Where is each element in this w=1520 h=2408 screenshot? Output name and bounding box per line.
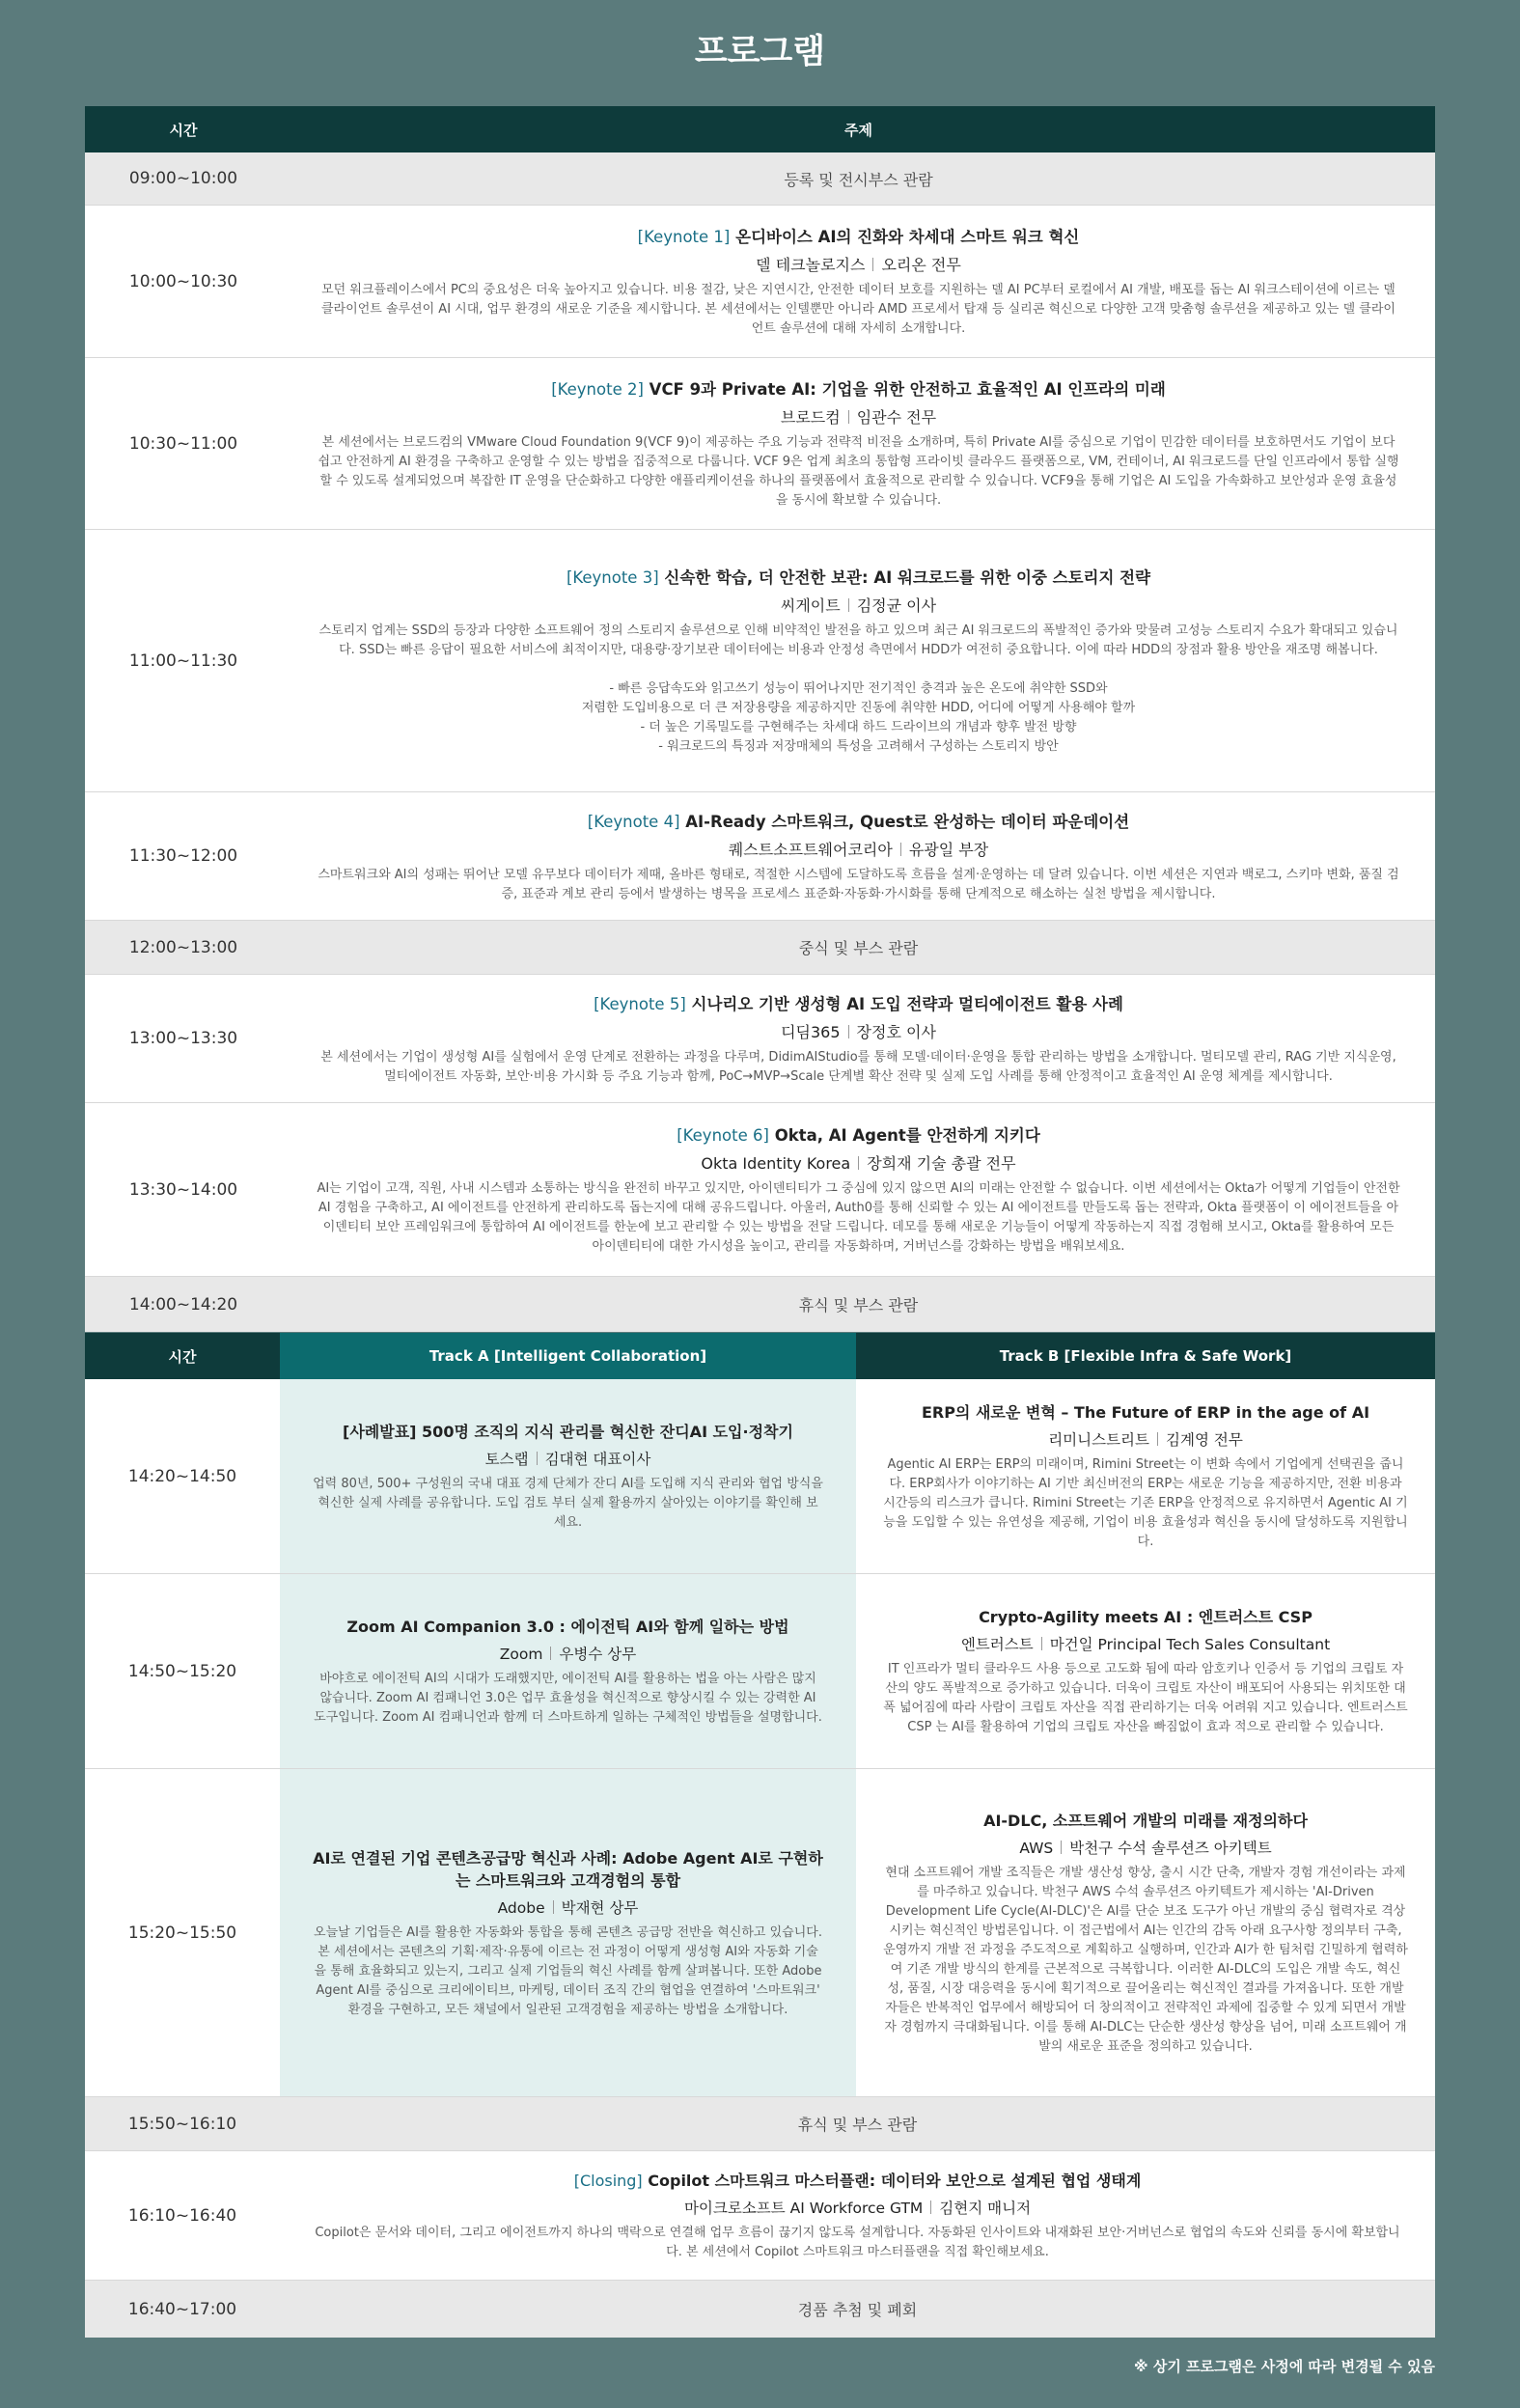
session-description: 스토리지 업계는 SSD의 등장과 다양한 소프트웨어 정의 스토리지 솔루션으로 인해 비약적인 발전을 하고 있으며 최근 AI 워크로드의 폭발적인 증가와 맞물려 고성능 스토리지 수요가 확대되고 있습니다. SSD는 빠른 응답이 필요한 서비스에 최적이지만, 대용량·장기보관 데이터에는 비용과 안정성 측면에서 HDD가 여전히 중요합니다. 이에 따라 HDD의 장점과 활용 방안을 재조명 해봅니다.: [318, 623, 1398, 657]
session-description: 본 세션에서는 브로드컴의 VMware Cloud Foundation 9(VCF 9)이 제공하는 주요 기능과 전략적 비전을 소개하며, 특히 Private AI를 중심으로 기업이 민감한 데이터를 보호하면서도 기업이 보다 쉽고 안전하게 AI 환경을 구축하고 운영할 수 있는 방법을 집중적으로 다룹니다. VCF 9은 업계 최초의 통합형 프라이빗 클라우드 플랫폼으로, VM, 컨테이너, AI 워크로드를 단일 인프라에서 통합 실행할 수 있도록 설계되었으며 복잡한 IT 운영을 단순화하고 다양한 애플리케이션을 하나의 플랫폼에서 효율적으로 관리할 수 있습니다. VCF9을 통해 기업은 AI 도입을 가속화하고 보안성과 운영 효율성을 동시에 확보할 수 있습니다.: [318, 435, 1399, 508]
session-title: Zoom AI Companion 3.0 : 에이전틱 AI와 함께 일하는 방법: [346, 1618, 789, 1636]
table-header: [85, 106, 1435, 152]
session-title: Crypto-Agility meets AI : 엔트러스트 CSP: [979, 1608, 1313, 1626]
session-content: [280, 2151, 1435, 2280]
table-header: [85, 1333, 1435, 1379]
session-title: [Keynote 1] 온디바이스 AI의 진화와 차세대 스마트 워크 혁신: [637, 228, 1080, 246]
session-time: 16:40~17:00: [127, 2299, 237, 2319]
session-text: 휴식 및 부스 관람: [798, 1296, 919, 1315]
schedule-row: [85, 2281, 1435, 2338]
session-speaker: 퀘스트소프트웨어코리아 유광일 부장: [728, 840, 989, 859]
session-text: 경품 추첨 및 폐회: [797, 2301, 918, 2319]
session-time: 15:20~15:50: [127, 1923, 237, 1943]
session-description: 스마트워크와 AI의 성패는 뛰어난 모델 유무보다 데이터가 제때, 올바른 형태로, 적절한 시스템에 도달하도록 흐름을 설계·운영하는 데 달려 있습니다. 이번 세션은 지연과 백로그, 스키마 변화, 품질 검증, 표준과 계보 관리 등에서 발생하는 병목을 프로세스 표준화·자동화·가시화를 통해 단계적으로 해소하는 실천 방법을 제시합니다.: [318, 867, 1399, 901]
session-tag: [Keynote 5]: [594, 994, 686, 1013]
track-a-session: [280, 1379, 856, 1573]
session-speaker: 리미니스트리트 김계영 전무: [1048, 1431, 1243, 1449]
session-description: 본 세션에서는 기업이 생성형 AI를 실험에서 운영 단계로 전환하는 과정을 다루며, DidimAIStudio를 통해 모델·데이터·운영을 통합 관리하는 방법을 소개합니다. 멀티모델 관리, RAG 기반 지식운영, 멀티에이전트 자동화, 보안·비용 가시화 등 주요 기능과 함께, PoC→MVP→Scale 단계별 확산 전략 및 실제 도입 사례를 통해 안정적이고 효율적인 AI 운영 체계를 제시합니다.: [320, 1049, 1396, 1084]
track-row: [85, 1574, 1435, 1769]
schedule-row: [85, 206, 1435, 358]
schedule-row: [85, 1277, 1435, 1332]
session-speaker: 브로드컴 임관수 전무: [780, 408, 937, 427]
session-speaker: 토스랩 김대현 대표이사: [484, 1451, 651, 1468]
session-tag: [Keynote 6]: [677, 1126, 769, 1145]
session-title: [Keynote 3] 신속한 학습, 더 안전한 보관: AI 워크로드를 위한 이중 스토리지 전략: [566, 568, 1151, 587]
program-table-tracks: [85, 1333, 1435, 2338]
session-time: 16:10~16:40: [127, 2205, 237, 2226]
session-time: 13:00~13:30: [128, 1029, 238, 1048]
header-time: 시간: [168, 1347, 197, 1366]
session-title: ERP의 새로운 변혁 – The Future of ERP in the age of AI: [921, 1403, 1370, 1422]
session-tag: [Keynote 1]: [637, 228, 731, 246]
session-description: AI는 기업이 고객, 직원, 사내 시스템과 소통하는 방식을 완전히 바꾸고 있지만, 아이덴티티가 그 중심에 있지 않으면 AI의 미래는 안전할 수 없습니다. 이번 세션에서는 Okta가 어떻게 기업들이 안전한 AI 경험을 구축하고, AI 에이전트를 안전하게 관리하도록 돕는지에 대해 공유드립니다. 아울러, Auth0를 통해 신뢰할 수 있는 AI 에이전트를 만들도록 돕는 전략과, Okta 플랫폼이 이 에이전트들을 아이덴티티 보안 프레임워크에 통합하여 AI 에이전트를 한눈에 보고 관리할 수 있는 방법을 전달 드립니다. 데모를 통해 새로운 기능들이 어떻게 작동하는지 직접 경험해 보시고, Okta를 활용하여 모든 아이덴티티에 대한 가시성을 높이고, 관리를 자동화하며, 거버넌스를 강화하는 방법을 배워보세요.: [317, 1181, 1400, 1254]
session-time: 14:20~14:50: [127, 1466, 237, 1486]
page-title: 프로그램: [694, 33, 826, 71]
session-title: [Keynote 2] VCF 9과 Private AI: 기업을 위한 안전하고 효율적인 AI 인프라의 미래: [551, 380, 1166, 399]
session-content: [282, 358, 1435, 529]
header-track-a: Track A [Intelligent Collaboration]: [280, 1333, 856, 1379]
header-time: 시간: [169, 121, 198, 139]
session-speaker: Okta Identity Korea 장희재 기술 총괄 전무: [701, 1154, 1016, 1173]
session-title: [Keynote 4] AI-Ready 스마트워크, Quest로 완성하는 데이터 파운데이션: [587, 812, 1130, 831]
session-content: [282, 792, 1435, 920]
session-description: 바야흐로 에이전틱 AI의 시대가 도래했지만, 에이전틱 AI를 활용하는 법을 아는 사람은 많지 않습니다. Zoom AI 컴패니언 3.0은 업무 효율성을 혁신적으로 향상시킬 수 있는 강력한 AI 도구입니다. Zoom AI 컴패니언과 함께 더 스마트하게 일하는 구체적인 방법들을 설명합니다.: [314, 1672, 822, 1725]
track-row: [85, 1379, 1435, 1574]
header-track-b: Track B [Flexible Infra & Safe Work]: [999, 1347, 1292, 1365]
session-tag: [Closing]: [573, 2172, 643, 2190]
session-tag: [Keynote 4]: [587, 812, 680, 831]
session-title: AI로 연결된 기업 콘텐츠공급망 혁신과 사례: Adobe Agent AI로 구현하는 스마트워크와 고객경험의 통합: [313, 1848, 823, 1890]
session-text: 휴식 및 부스 관람: [797, 2116, 918, 2134]
session-speaker: 디딤365 장정호 이사: [781, 1022, 936, 1041]
session-time: 15:50~16:10: [127, 2114, 237, 2134]
session-time: 11:30~12:00: [128, 846, 238, 866]
schedule-row: [85, 921, 1435, 975]
session-time: 12:00~13:00: [128, 937, 238, 957]
session-tag: [Keynote 2]: [551, 380, 644, 399]
session-time: 13:30~14:00: [128, 1179, 238, 1200]
session-title: [Closing] Copilot 스마트워크 마스터플랜: 데이터와 보안으로 설계된 협업 생태계: [573, 2172, 1142, 2190]
session-time: 10:00~10:30: [128, 271, 238, 291]
session-speaker: 마이크로소프트 AI Workforce GTM 김현지 매니저: [683, 2200, 1032, 2217]
schedule-row: [85, 975, 1435, 1103]
track-b-session: [856, 1769, 1435, 2096]
session-title: [Keynote 5] 시나리오 기반 생성형 AI 도입 전략과 멀티에이전트 활용 사례: [594, 994, 1123, 1013]
session-text: 등록 및 전시부스 관람: [784, 170, 933, 189]
schedule-row: [85, 2097, 1435, 2151]
session-description: Agentic AI ERP는 ERP의 미래이며, Rimini Street는 이 변화 속에서 기업에게 선택권을 줍니다. ERP회사가 이야기하는 AI 기반 최신버전의 ERP는 새로운 기능을 제공하지만, 전환 비용과 시간등의 리스크가 큽니다. Rimini Street는 기존 ERP을 안정적으로 유지하면서 Agentic AI 기능을 도입할 수 있는 유연성을 제공해, 기업이 비용 효율성과 혁신을 동시에 달성하도록 지원합니다.: [883, 1457, 1408, 1549]
track-b-session: [856, 1574, 1435, 1768]
track-b-session: [856, 1379, 1435, 1573]
session-speaker: 델 테크놀로지스 오리온 전무: [756, 256, 961, 274]
session-title: AI-DLC, 소프트웨어 개발의 미래를 재정의하다: [983, 1812, 1308, 1830]
track-row: [85, 1769, 1435, 2097]
session-speaker: Adobe 박재현 상무: [497, 1898, 639, 1917]
session-speaker: 씨게이트 김정균 이사: [780, 596, 937, 615]
track-a-session: [280, 1769, 856, 2096]
session-time: 14:00~14:20: [128, 1294, 238, 1315]
track-a-session: [280, 1574, 856, 1768]
header-topic: 주제: [844, 121, 872, 139]
session-speaker: 엔트러스트 마건일 Principal Tech Sales Consultant: [960, 1636, 1331, 1653]
schedule-row: [85, 1103, 1435, 1277]
session-description: 오늘날 기업들은 AI를 활용한 자동화와 통합을 통해 콘텐츠 공급망 전반을 혁신하고 있습니다. 본 세션에서는 콘텐츠의 기획·제작·유통에 이르는 전 과정이 어떻게 생성형 AI와 자동화 기술을 통해 효율화되고 있는지, 그리고 실제 기업들의 혁신 사례를 함께 살펴봅니다. 또한 Adobe Agent AI를 중심으로 크리에이티브, 마케팅, 데이터 조직 간의 협업을 연결하여 '스마트워크' 환경을 구현하고, 모든 채널에서 일관된 고객경험을 제공하는 방법을 소개합니다.: [314, 1924, 822, 2017]
session-time: 09:00~10:00: [128, 169, 238, 188]
session-description: 업력 80년, 500+ 구성원의 국내 대표 경제 단체가 잔디 AI를 도입해 지식 관리와 협업 방식을 혁신한 실제 사례를 공유합니다. 도입 검토 부터 실제 활용까지 살아있는 이야기를 확인해 보세요.: [313, 1477, 823, 1530]
program-table-keynotes: [85, 106, 1435, 1332]
session-description: Copilot은 문서와 데이터, 그리고 에이전트까지 하나의 맥락으로 연결해 업무 흐름이 끊기지 않도록 설계합니다. 자동화된 인사이트와 내재화된 보안·거버넌스로 협업의 속도와 신뢰를 동시에 확보합니다. 본 세션에서 Copilot 스마트워크 마스터플랜을 직접 확인해보세요.: [315, 2226, 1400, 2259]
session-speaker: Zoom 우병수 상무: [499, 1646, 637, 1663]
session-time: 14:50~15:20: [127, 1661, 237, 1681]
session-bullets: - 빠른 응답속도와 읽고쓰기 성능이 뛰어나지만 전기적인 충격과 높은 온도에 취약한 SSD와 저렴한 도입비용으로 더 큰 저장용량을 제공하지만 진동에 취약한 HDD, 어디에 어떻게 사용해야 할까 - 더 높은 기록밀도를 구현해주는 차세대 하드 드라이브의 개념과 향후 발전 방향 - 워크로드의 특징과 저장매체의 특성을 고려해서 구성하는 스토리지 방안: [581, 681, 1136, 754]
session-time: 10:30~11:00: [128, 433, 238, 454]
session-description: IT 인프라가 멀티 클라우드 사용 등으로 고도화 됨에 따라 암호키나 인증서 등 기업의 크립토 자산의 양도 폭발적으로 증가하고 있습니다. 더욱이 크립토 자산이 배포되어 사용되는 위치또한 대폭 넓어짐에 따라 사람이 크립토 자산을 직접 관리하기는 더욱 어려워 지고 있습니다. 엔트러스트 CSP 는 AI를 활용하여 기업의 크립토 자산을 빠짐없이 효과 적으로 관리할 수 있습니다.: [883, 1662, 1408, 1734]
session-title: [Keynote 6] Okta, AI Agent를 안전하게 지키다: [677, 1126, 1040, 1145]
session-content: [282, 1103, 1435, 1276]
schedule-row: [85, 530, 1435, 792]
session-description: 모던 워크플레이스에서 PC의 중요성은 더욱 높아지고 있습니다. 비용 절감, 낮은 지연시간, 안전한 데이터 보호를 지원하는 델 AI PC부터 로컬에서 AI 개발, 배포를 돕는 AI 워크스테이션에 이르는 델 클라이언트 솔루션이 AI 시대, 업무 환경의 새로운 기준을 제시합니다. 본 세션에서는 인텔뿐만 아니라 AMD 프로세서 탑재 등 실리콘 혁신으로 다양한 고객 맞춤형 솔루션을 제공하고 있는 델 클라이언트 솔루션에 대해 자세히 소개합니다.: [321, 283, 1396, 336]
session-content: [282, 530, 1435, 791]
session-description: 현대 소프트웨어 개발 조직들은 개발 생산성 향상, 출시 시간 단축, 개발자 경험 개선이라는 과제를 마주하고 있습니다. 박천구 AWS 수석 솔루션즈 아키텍트가 제시하는 'AI-Driven Development Life Cycle(AI-DLC)'은 AI를 단순 보조 도구가 아닌 개발의 중심 협력자로 격상시키는 혁신적인 방법론입니다. 이 접근법에서 AI는 인간의 감독 아래 요구사항 정의부터 구축, 운영까지 개발 전 과정을 주도적으로 계획하고 실행하며, 인간과 AI가 한 팀처럼 긴밀하게 협력하여 기존 개발 방식의 한계를 근본적으로 극복합니다. 이러한 AI-DLC의 도입은 개발 속도, 혁신성, 품질, 시장 대응력을 동시에 획기적으로 끌어올리는 혁신적인 결과를 가져옵니다. 또한 개발자들은 반복적인 업무에서 해방되어 더 창의적이고 전략적인 과제에 집중할 수 있게 되면서 개발자 경험까지 극대화됩니다. 이를 통해 AI-DLC는 단순한 생산성 향상을 넘어, 미래 소프트웨어 개발의 새로운 표준을 정의하고 있습니다.: [883, 1866, 1408, 2054]
session-content: [282, 206, 1435, 357]
schedule-row: [85, 792, 1435, 921]
schedule-row: [85, 2151, 1435, 2281]
session-content: [282, 975, 1435, 1102]
session-title: [사례발표] 500명 조직의 지식 관리를 혁신한 잔디AI 도입·정착기: [343, 1423, 793, 1441]
schedule-row: [85, 152, 1435, 206]
session-time: 11:00~11:30: [128, 650, 238, 671]
session-tag: [Keynote 3]: [566, 568, 659, 587]
session-speaker: AWS 박천구 수석 솔루션즈 아키텍트: [1019, 1840, 1272, 1857]
footnote: ※ 상기 프로그램은 사정에 따라 변경될 수 있음: [1134, 2358, 1435, 2375]
schedule-row: [85, 358, 1435, 530]
session-text: 중식 및 부스 관람: [798, 939, 919, 957]
